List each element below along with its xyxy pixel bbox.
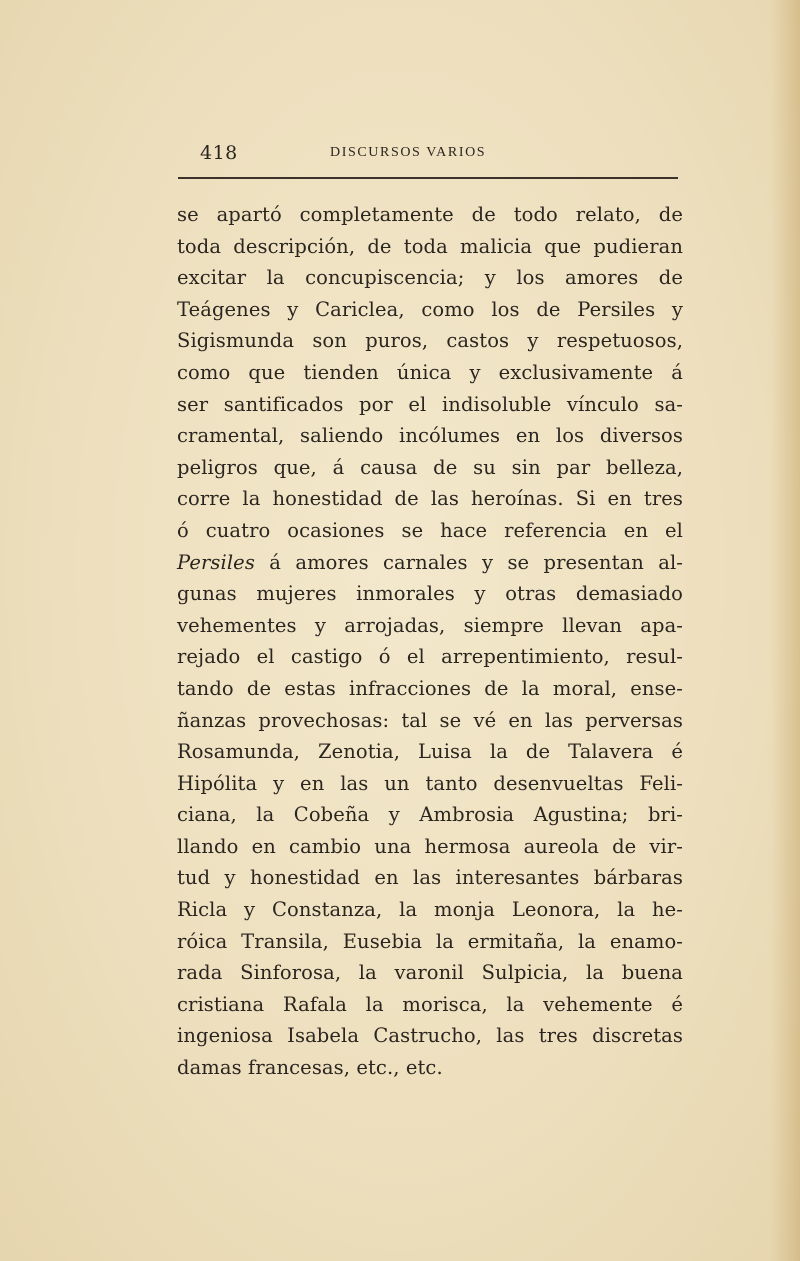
text-line: ó cuatro ocasiones se hace referencia en el	[177, 518, 683, 542]
text-line-last: damas francesas, etc., etc.	[177, 1056, 443, 1080]
text-line: tando de estas infracciones de la moral, ense-	[177, 676, 683, 700]
header-rule	[178, 177, 678, 179]
text-line: Ricla y Constanza, la monja Leonora, la he-	[177, 898, 683, 922]
text-line: rada Sinforosa, la varonil Sulpicia, la buena	[177, 961, 683, 985]
text-line: peligros que, á causa de su sin par belleza,	[177, 455, 683, 479]
text-line: Rosamunda, Zenotia, Luisa la de Talavera é	[177, 740, 683, 764]
text-line: Sigismunda son puros, castos y respetuosos,	[177, 329, 683, 353]
text-line: toda descripción, de toda malicia que pudieran	[177, 234, 683, 258]
text-line-with-italic	[177, 547, 683, 579]
text-line-rest: á amores carnales y se presentan al-	[269, 550, 683, 574]
body-text	[177, 199, 683, 1084]
text-line: tud y honestidad en las interesantes bárbaras	[177, 866, 683, 890]
text-line: como que tienden única y exclusivamente á	[177, 360, 683, 384]
page-edge-stain	[770, 0, 800, 1261]
text-line: rejado el castigo ó el arrepentimiento, resul-	[177, 645, 683, 669]
text-line: gunas mujeres inmorales y otras demasiado	[177, 582, 683, 606]
text-line: se apartó completamente de todo relato, de	[177, 203, 683, 226]
italic-title: Persiles	[177, 550, 255, 574]
text-line: llando en cambio una hermosa aureola de vir-	[177, 834, 683, 858]
text-line: ingeniosa Isabela Castrucho, las tres discretas	[177, 1024, 683, 1048]
text-line: excitar la concupiscencia; y los amores de	[177, 266, 683, 290]
text-line: cristiana Rafala la morisca, la vehemente é	[177, 992, 683, 1016]
page-number: 418	[200, 142, 238, 164]
text-line: róica Transila, Eusebia la ermitaña, la enamo-	[177, 929, 683, 953]
text-line: ñanzas provechosas: tal se vé en las perversas	[177, 708, 683, 732]
text-line: Hipólita y en las un tanto desenvueltas Feli-	[177, 771, 683, 795]
running-head: DISCURSOS VARIOS	[330, 145, 487, 160]
text-line: vehementes y arrojadas, siempre llevan apa-	[177, 613, 683, 637]
page-header	[178, 142, 678, 168]
text-line: cramental, saliendo incólumes en los diversos	[177, 424, 683, 448]
text-line: Teágenes y Cariclea, como los de Persiles y	[177, 297, 683, 321]
text-line: corre la honestidad de las heroínas. Si en tres	[177, 487, 683, 511]
text-line: ser santificados por el indisoluble vínculo sa-	[177, 392, 683, 416]
text-line: ciana, la Cobeña y Ambrosia Agustina; bri-	[177, 803, 683, 827]
